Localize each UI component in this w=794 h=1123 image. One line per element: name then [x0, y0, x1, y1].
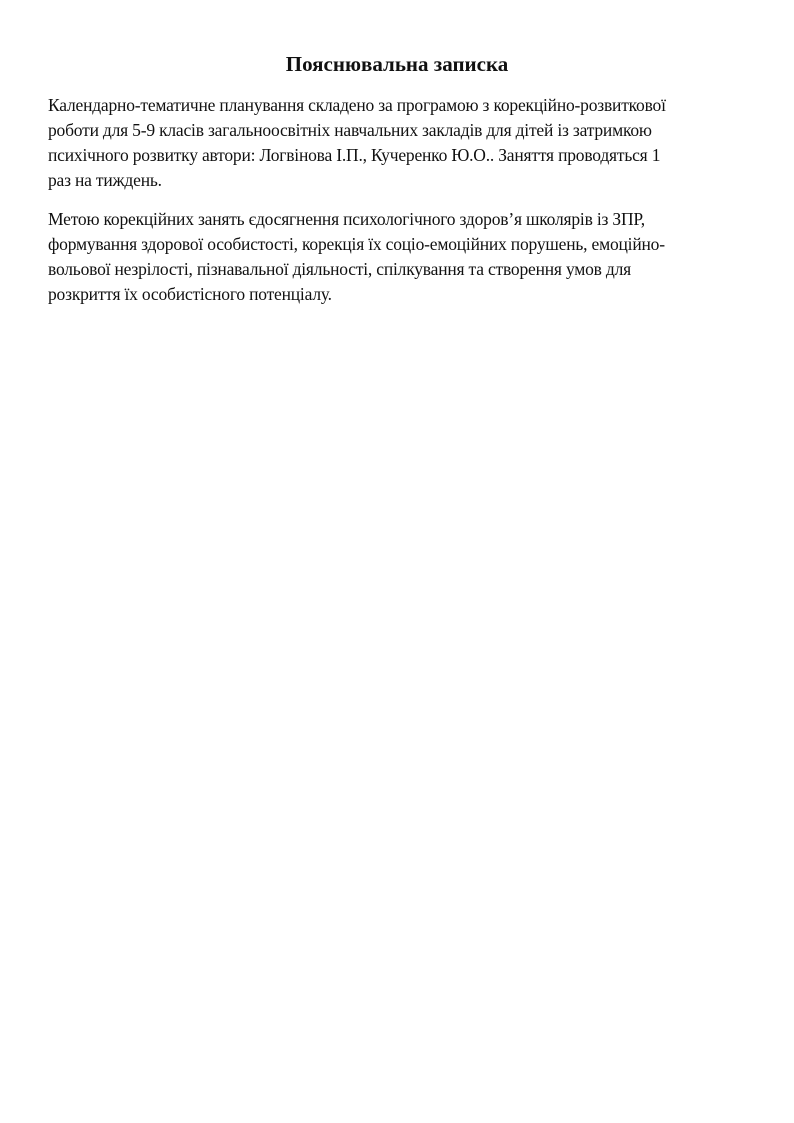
- text-line: розкриття їх особистісного потенціалу.: [48, 284, 332, 304]
- paragraph-goal: [48, 207, 738, 307]
- page-title: Пояснювальна записка: [285, 52, 509, 76]
- text-line: вольової незрілості, пізнавальної діяльності, спілкування та створення умов для: [48, 259, 632, 279]
- text-line: роботи для 5-9 класів загальноосвітніх навчальних закладів для дітей із затримкою: [48, 120, 652, 140]
- text-line: раз на тиждень.: [48, 170, 162, 190]
- text-line: Календарно-тематичне планування складено за програмою з корекційно-розвиткової: [48, 95, 666, 115]
- text-line: Метою корекційних занять єдосягнення психологічного здоров’я школярів із ЗПР,: [48, 209, 645, 229]
- text-line: психічного розвитку автори: Логвінова І.П., Кучеренко Ю.О.. Заняття проводяться 1: [48, 145, 661, 165]
- text-line: формування здорової особистості, корекція їх соціо-емоційних порушень, емоційно-: [48, 234, 665, 254]
- paragraph-intro: [48, 93, 738, 193]
